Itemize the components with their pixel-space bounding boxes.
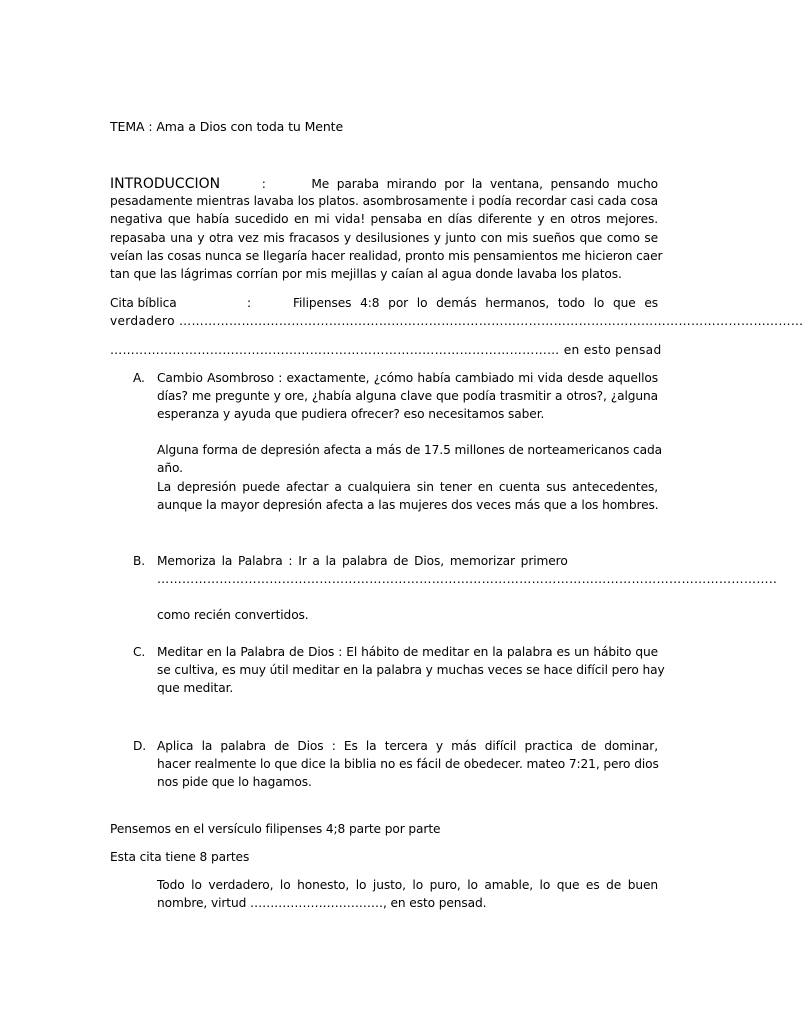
list-marker-c: C. [133, 645, 146, 659]
item-b-line-1: Memoriza la Palabra : Ir a la palabra de Dios, memorizar primero [157, 554, 568, 568]
tema-heading: TEMA : Ama a Dios con toda tu Mente [110, 119, 344, 134]
introduccion-label: INTRODUCCION [110, 176, 221, 192]
cita-text-2: verdadero …………………………………………………………………………………………………………………………………… [110, 314, 803, 328]
introduccion-separator: : [261, 177, 266, 191]
list-marker-d: D. [133, 739, 147, 753]
cita-text-3: ……………………………………………………………………………………………… en esto pensad [110, 343, 662, 357]
item-a-line-5: año. [157, 461, 183, 475]
item-b-line-2: ………………………………………………………………………………………………………………………………….. [157, 572, 778, 586]
pensemos-text: Pensemos en el versículo filipenses 4;8 parte por parte [110, 822, 441, 836]
introduccion-line-6: tan que las lágrimas corrían por mis mejillas y caían al agua donde lavaba los platos. [110, 267, 622, 281]
cita-label: Cita bíblica [110, 296, 177, 310]
item-a-line-2: días? me pregunte y ore, ¿había alguna clave que podía trasmitir a otros?, ¿alguna [157, 389, 658, 403]
cita-separator: : [247, 296, 252, 310]
list-marker-b: B. [133, 554, 146, 568]
item-a-line-1: Cambio Asombroso : exactamente, ¿cómo había cambiado mi vida desde aquellos [157, 371, 658, 385]
introduccion-line-4: repasaba una y otra vez mis fracasos y desilusiones y junto con mis sueños que como se [110, 231, 658, 245]
introduccion-text-1: Me paraba mirando por la ventana, pensando mucho [311, 177, 658, 191]
partes-text: Esta cita tiene 8 partes [110, 850, 250, 864]
item-a-line-4: Alguna forma de depresión afecta a más de 17.5 millones de norteamericanos cada [157, 443, 663, 457]
item-c-line-3: que meditar. [157, 681, 234, 695]
item-a-line-7: aunque la mayor depresión afecta a las mujeres dos veces más que a los hombres. [157, 498, 659, 512]
item-d-line-3: nos pide que lo hagamos. [157, 775, 312, 789]
final-line-2: nombre, virtud ……………………………, en esto pensad. [157, 896, 487, 910]
list-marker-a: A. [133, 371, 145, 385]
cita-text-1: Filipenses 4:8 por lo demás hermanos, todo lo que es [293, 296, 658, 310]
item-c-line-1: Meditar en la Palabra de Dios : El hábito de meditar en la palabra es un hábito que [157, 645, 658, 659]
introduccion-line-5: veían las cosas nunca se llegaría hacer realidad, pronto mis pensamientos me hicieron caer [110, 249, 663, 263]
item-d-line-2: hacer realmente lo que dice la biblia no es fácil de obedecer. mateo 7:21, pero dios [157, 757, 659, 771]
introduccion-line-1 [110, 176, 658, 192]
item-d-line-1: Aplica la palabra de Dios : Es la tercera y más difícil practica de dominar, [157, 739, 658, 753]
item-b-line-3: como recién convertidos. [157, 608, 309, 622]
introduccion-line-2: pesadamente mientras lavaba los platos. asombrosamente i podía recordar casi cada cosa [110, 194, 658, 208]
final-line-1: Todo lo verdadero, lo honesto, lo justo, lo puro, lo amable, lo que es de buen [157, 878, 658, 892]
introduccion-line-3: negativa que había sucedido en mi vida! pensaba en días diferente y en otros mejores. [110, 212, 658, 226]
item-c-line-2: se cultiva, es muy útil meditar en la palabra y muchas veces se hace difícil pero hay [157, 663, 665, 677]
item-a-line-3: esperanza y ayuda que pudiera ofrecer? eso necesitamos saber. [157, 407, 545, 421]
item-a-line-6: La depresión puede afectar a cualquiera sin tener en cuenta sus antecedentes, [157, 480, 658, 494]
